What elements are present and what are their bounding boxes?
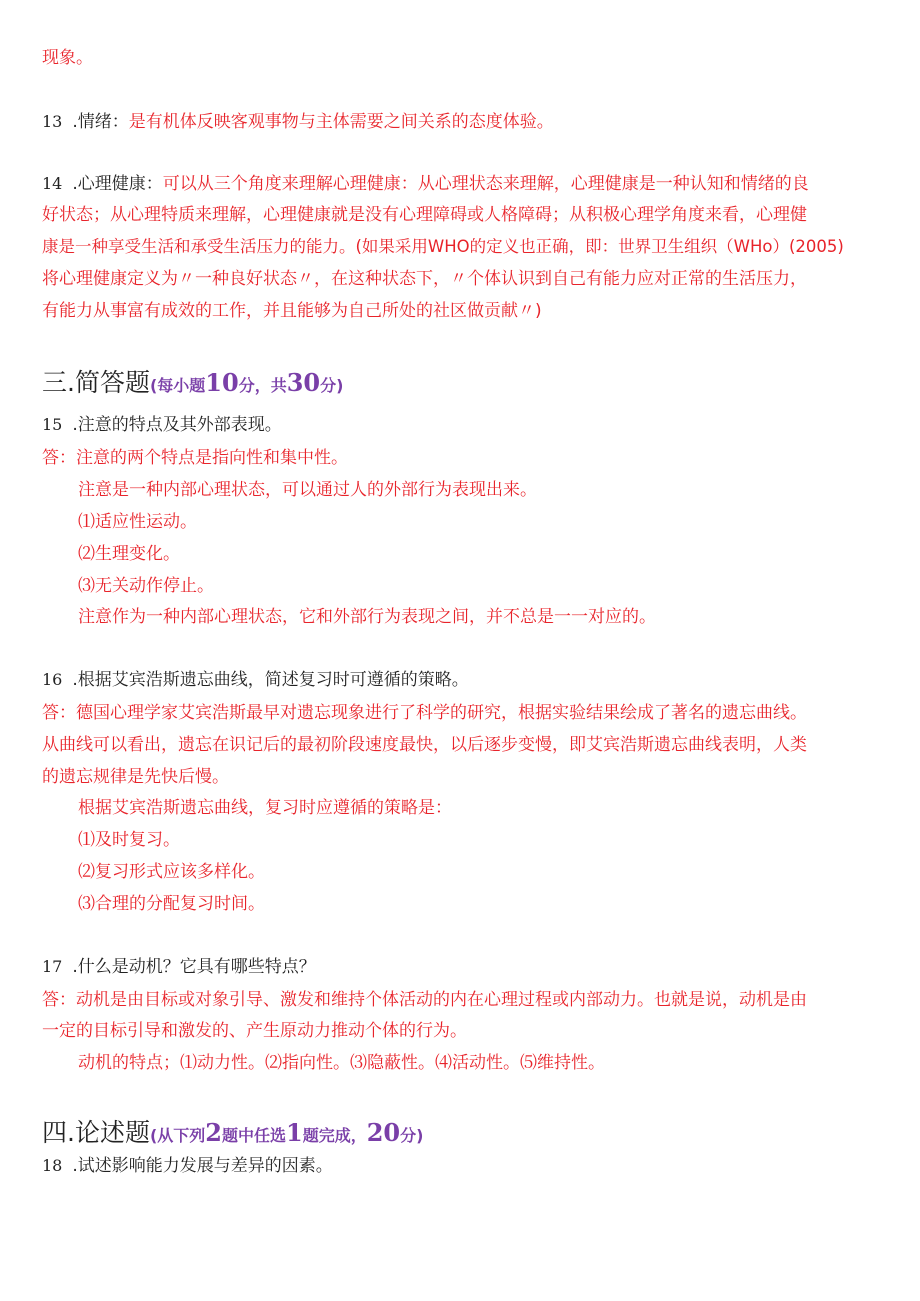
question-number: 16 — [42, 670, 63, 689]
term-13 — [42, 111, 554, 133]
answer-line: 答：德国心理学家艾宾浩斯最早对遗忘现象进行了科学的研究，根据实验结果绘成了著名的遗忘曲线。 — [42, 703, 807, 723]
intro-fragment: 现象。 — [42, 48, 93, 68]
question-text: .根据艾宾浩斯遗忘曲线，简述复习时可遵循的策略。 — [72, 670, 469, 690]
answer-line: ⑵复习形式应该多样化。 — [78, 862, 265, 882]
question-number: 17 — [42, 957, 63, 976]
answer-line: 一定的目标引导和激发的、产生原动力推动个体的行为。 — [42, 1021, 467, 1041]
term-definition-line: 有能力从事富有成效的工作，并且能够为自己所处的社区做贡献〃) — [42, 301, 542, 321]
term-definition-line: 将心理健康定义为〃一种良好状态〃，在这种状态下，〃个体认识到自己有能力应对正常的生活压力， — [42, 269, 807, 289]
term-definition-line: 康是一种享受生活和承受生活压力的能力。(如果采用WHO的定义也正确，即：世界卫生组织（WHo）(2005) — [42, 237, 844, 256]
answer-line: 注意作为一种内部心理状态，它和外部行为表现之间，并不总是一一对应的。 — [78, 607, 656, 627]
question-16 — [42, 669, 469, 691]
answer-line: 根据艾宾浩斯遗忘曲线，复习时应遵循的策略是： — [78, 798, 452, 818]
question-number: 15 — [42, 415, 63, 434]
term-14 — [42, 173, 809, 195]
section-heading-short-answer: 三.简答题(每小题10分，共30分) — [42, 368, 344, 397]
answer-line: 注意是一种内部心理状态，可以通过人的外部行为表现出来。 — [78, 480, 537, 500]
term-number: 14 — [42, 174, 63, 193]
term-definition: 是有机体反映客观事物与主体需要之间关系的态度体验。 — [128, 112, 554, 132]
answer-line: ⑶无关动作停止。 — [78, 576, 214, 596]
section-heading-essay: 四.论述题(从下列2题中任选1题完成，20分) — [42, 1118, 424, 1147]
section-title: 四.论述题 — [42, 1118, 150, 1147]
question-15 — [42, 414, 282, 436]
term-definition: 可以从三个角度来理解心理健康：从心理状态来理解，心理健康是一种认知和情绪的良 — [162, 174, 809, 194]
term-definition-line: 好状态；从心理特质来理解，心理健康就是没有心理障碍或人格障碍；从积极心理学角度来看，心理健 — [42, 205, 807, 225]
answer-line: 答：注意的两个特点是指向性和集中性。 — [42, 448, 348, 468]
answer-line: 答：动机是由目标或对象引导、激发和维持个体活动的内在心理过程或内部动力。也就是说，动机是由 — [42, 990, 807, 1010]
question-text: .什么是动机？它具有哪些特点？ — [72, 957, 316, 977]
question-number: 18 — [42, 1156, 63, 1175]
answer-line: 从曲线可以看出，遗忘在识记后的最初阶段速度最快，以后逐步变慢，即艾宾浩斯遗忘曲线表明，人类 — [42, 735, 807, 755]
section-title: 三.简答题 — [42, 368, 150, 397]
question-text: .试述影响能力发展与差异的因素。 — [72, 1156, 333, 1176]
answer-line: 的遗忘规律是先快后慢。 — [42, 767, 229, 787]
term-label: .情绪： — [72, 112, 129, 132]
answer-line: ⑵生理变化。 — [78, 544, 180, 564]
question-17 — [42, 956, 316, 978]
term-label: .心理健康： — [72, 174, 163, 194]
answer-line: ⑶合理的分配复习时间。 — [78, 894, 265, 914]
question-18 — [42, 1155, 333, 1177]
question-text: .注意的特点及其外部表现。 — [72, 415, 282, 435]
term-number: 13 — [42, 112, 63, 131]
answer-line: ⑴及时复习。 — [78, 830, 180, 850]
answer-line: 动机的特点；⑴动力性。⑵指向性。⑶隐蔽性。⑷活动性。⑸维持性。 — [78, 1053, 605, 1073]
answer-line: ⑴适应性运动。 — [78, 512, 197, 532]
